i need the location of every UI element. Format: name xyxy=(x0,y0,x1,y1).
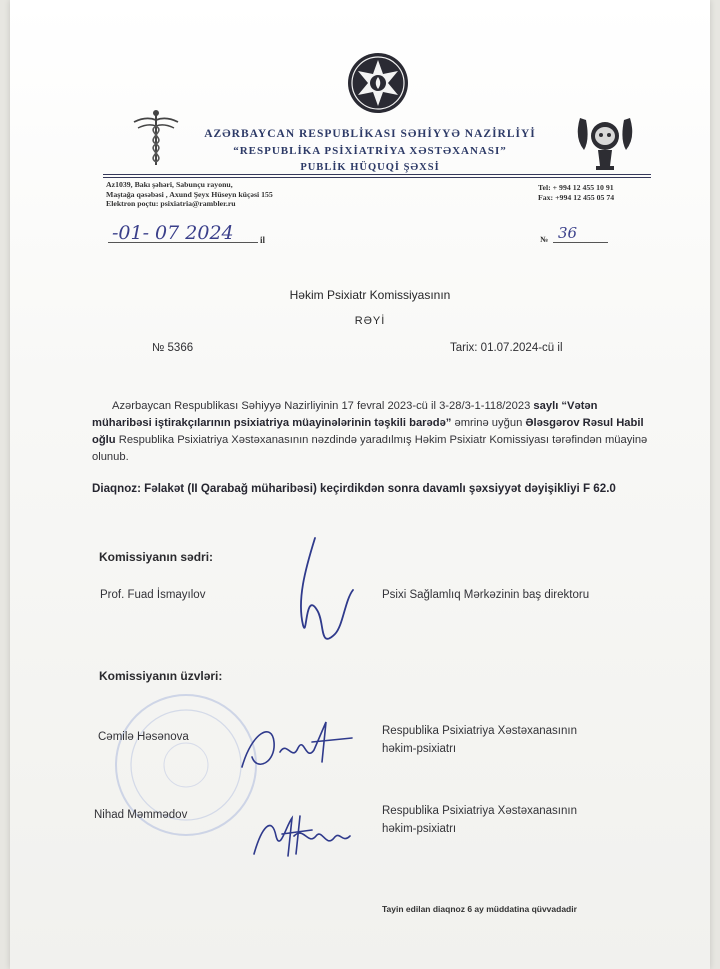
member-role-line: Respublika Psixiatriya Xəstəxanasının xyxy=(382,725,577,737)
body-text: Respublika Psixiatriya Xəstəxanasının nəzdində yaradılmış Həkim Psixiatr Komissiyası tərəfindən müayinə olunub. xyxy=(92,434,648,463)
legal-entity: PUBLİK HÜQUQİ ŞƏXSİ xyxy=(300,162,440,173)
members-heading: Komissiyanın üzvləri: xyxy=(99,669,223,683)
member-role xyxy=(382,722,577,758)
member-role-line: həkim-psixiatrı xyxy=(382,743,457,755)
opinion-date: Tarix: 01.07.2024-cü il xyxy=(450,342,563,354)
number-underline xyxy=(553,242,608,243)
chair-role: Psixi Sağlamlıq Mərkəzinin baş direktoru xyxy=(382,589,590,601)
body-text: əmrinə uyğun xyxy=(451,417,526,429)
opinion-number: № 5366 xyxy=(152,342,194,354)
letterhead-divider-top xyxy=(103,174,651,175)
address-block xyxy=(106,180,273,209)
state-emblem-icon xyxy=(347,52,409,114)
ministry-name: AZƏRBAYCAN RESPUBLİKASI SƏHİYYƏ NAZİRLİYİ xyxy=(204,128,536,140)
email-line: Elektron poçtu: psixiatria@rambler.ru xyxy=(106,199,236,208)
outgoing-number-handwritten: 36 xyxy=(558,224,578,242)
hospital-name: “RESPUBLİKA PSİXİATRİYA XƏSTƏXANASI” xyxy=(233,145,507,157)
document-subtitle: RƏYİ xyxy=(354,315,386,327)
letterhead-divider-bottom xyxy=(103,177,651,178)
phone-number: Tel: + 994 12 455 10 91 xyxy=(538,183,614,192)
member-name: Nihad Məmmədov xyxy=(94,809,188,821)
member-name: Cəmilə Həsənova xyxy=(98,731,189,743)
document-title: Həkim Psixiatr Komissiyasının xyxy=(289,288,451,302)
issue-date-handwritten: -01- 07 2024 xyxy=(112,222,234,244)
opinion-body xyxy=(92,398,660,466)
document-page xyxy=(10,0,710,969)
chair-name: Prof. Fuad İsmayılov xyxy=(100,589,206,601)
number-prefix: № xyxy=(540,235,549,244)
member-role-line: Respublika Psixiatriya Xəstəxanasının xyxy=(382,805,577,817)
diagnosis: Diaqnoz: Fəlakət (II Qarabağ müharibəsi) keçirdikdən sonra davamlı şəxsiyyət dəyişikliyi F 62.0 xyxy=(92,482,616,495)
contact-block xyxy=(538,183,614,202)
address-line: Az1039, Bakı şəhəri, Sabunçu rayonu, xyxy=(106,180,233,189)
chair-heading: Komissiyanın sədri: xyxy=(99,550,214,564)
fax-number: Fax: +994 12 455 05 74 xyxy=(538,192,615,202)
address-line: Maştağa qəsəbəsi , Axund Şeyx Hüseyn küçəsi 155 xyxy=(106,189,273,199)
validity-note: Tayin edilan diaqnoz 6 ay müddatina qüvvadadir xyxy=(382,904,577,914)
member-role xyxy=(382,802,577,838)
body-text: Azərbaycan Respublikası Səhiyyə Nazirliyinin 17 fevral 2023-cü il 3-28/3-1-118/2023 xyxy=(112,400,534,412)
member-role-line: həkim-psixiatrı xyxy=(382,823,457,835)
hospital-logo-icon xyxy=(570,110,640,174)
patient-name: Ələsgərov Rəsul Habil oğlu xyxy=(92,417,644,446)
date-suffix: il xyxy=(260,235,266,245)
order-title: saylı “Vətən müharibəsi iştirakçılarının psixiatriya müayinələrinin təşkili barədə” xyxy=(92,400,598,429)
date-underline xyxy=(108,242,258,243)
chair-signature xyxy=(275,530,375,660)
